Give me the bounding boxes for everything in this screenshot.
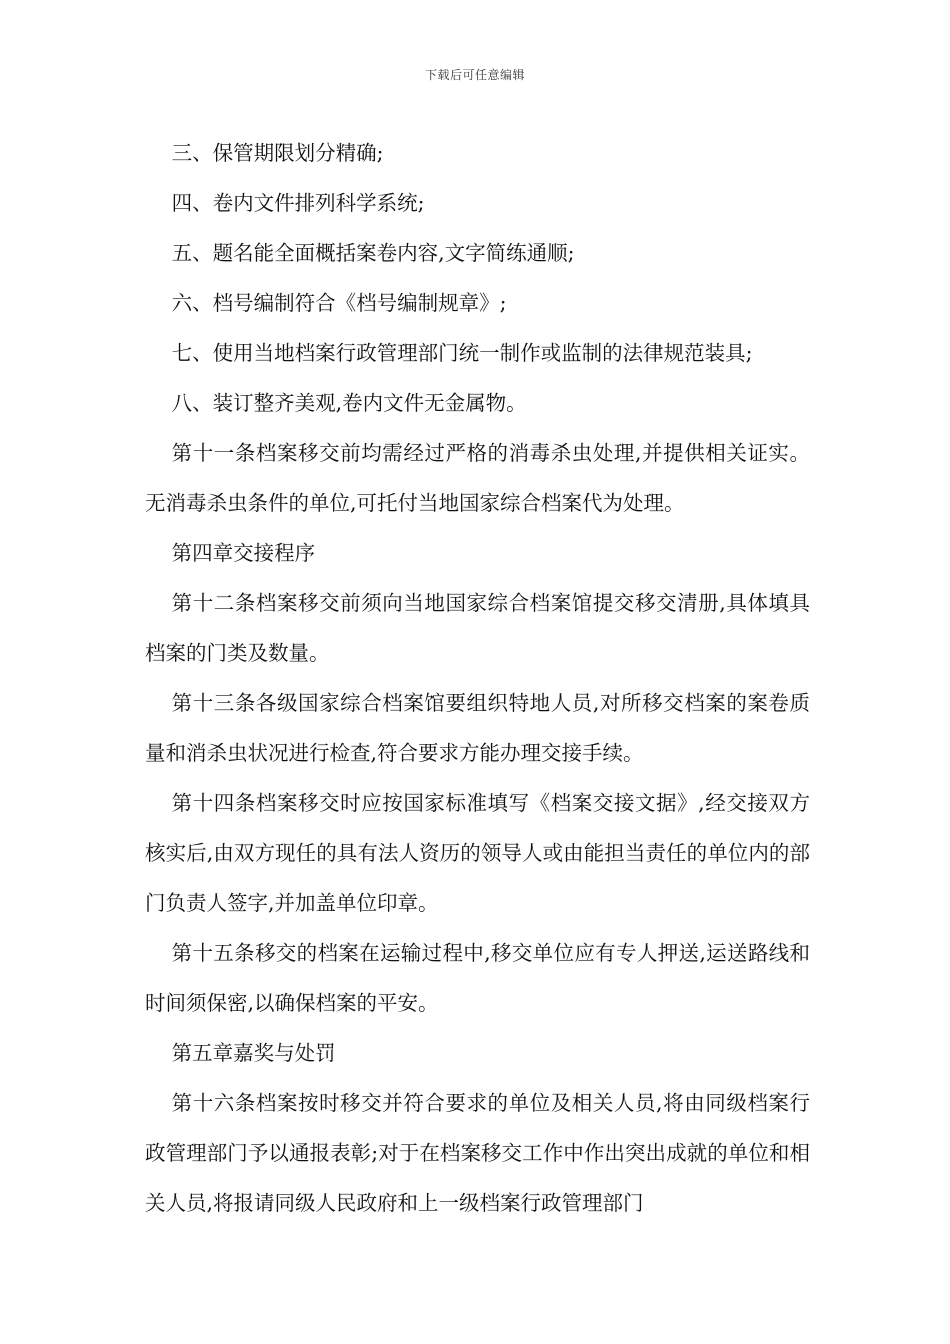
article-11: 第十一条档案移交前均需经过严格的消毒杀虫处理,并提供相关证实。无消毒杀虫条件的单位,可托付当地国家综合档案代为处理。 [145, 441, 810, 515]
page-header: 下载后可任意编辑 [424, 68, 525, 82]
list-item-8: 八、装订整齐美观,卷内文件无金属物。 [171, 391, 527, 415]
article-14: 第十四条档案移交时应按国家标准填写《档案交接文据》,经交接双方核实后,由双方现任的具有法人资历的领导人或由能担当责任的单位内的部门负责人签字,并加盖单位印章。 [145, 791, 810, 915]
list-item-4: 四、卷内文件排列科学系统; [171, 191, 425, 215]
chapter-5-heading: 第五章嘉奖与处罚 [171, 1041, 336, 1065]
list-item-5: 五、题名能全面概括案卷内容,文字简练通顺; [171, 241, 575, 265]
list-item-3: 三、保管期限划分精确; [171, 141, 384, 165]
list-item-6: 六、档号编制符合《档号编制规章》; [171, 291, 507, 315]
article-16: 第十六条档案按时移交并符合要求的单位及相关人员,将由同级档案行政管理部门予以通报表彰;对于在档案移交工作中作出突出成就的单位和相关人员,将报请同级人民政府和上一级档案行政管理部门 [145, 1091, 810, 1215]
chapter-4-heading: 第四章交接程序 [171, 541, 316, 565]
document-body [145, 128, 810, 1228]
article-12: 第十二条档案移交前须向当地国家综合档案馆提交移交清册,具体填具档案的门类及数量。 [145, 591, 810, 665]
article-13: 第十三条各级国家综合档案馆要组织特地人员,对所移交档案的案卷质量和消杀虫状况进行检查,符合要求方能办理交接手续。 [145, 691, 810, 765]
list-item-7: 七、使用当地档案行政管理部门统一制作或监制的法律规范装具; [171, 341, 753, 365]
article-15: 第十五条移交的档案在运输过程中,移交单位应有专人押送,运送路线和时间须保密,以确保档案的平安。 [145, 941, 810, 1015]
